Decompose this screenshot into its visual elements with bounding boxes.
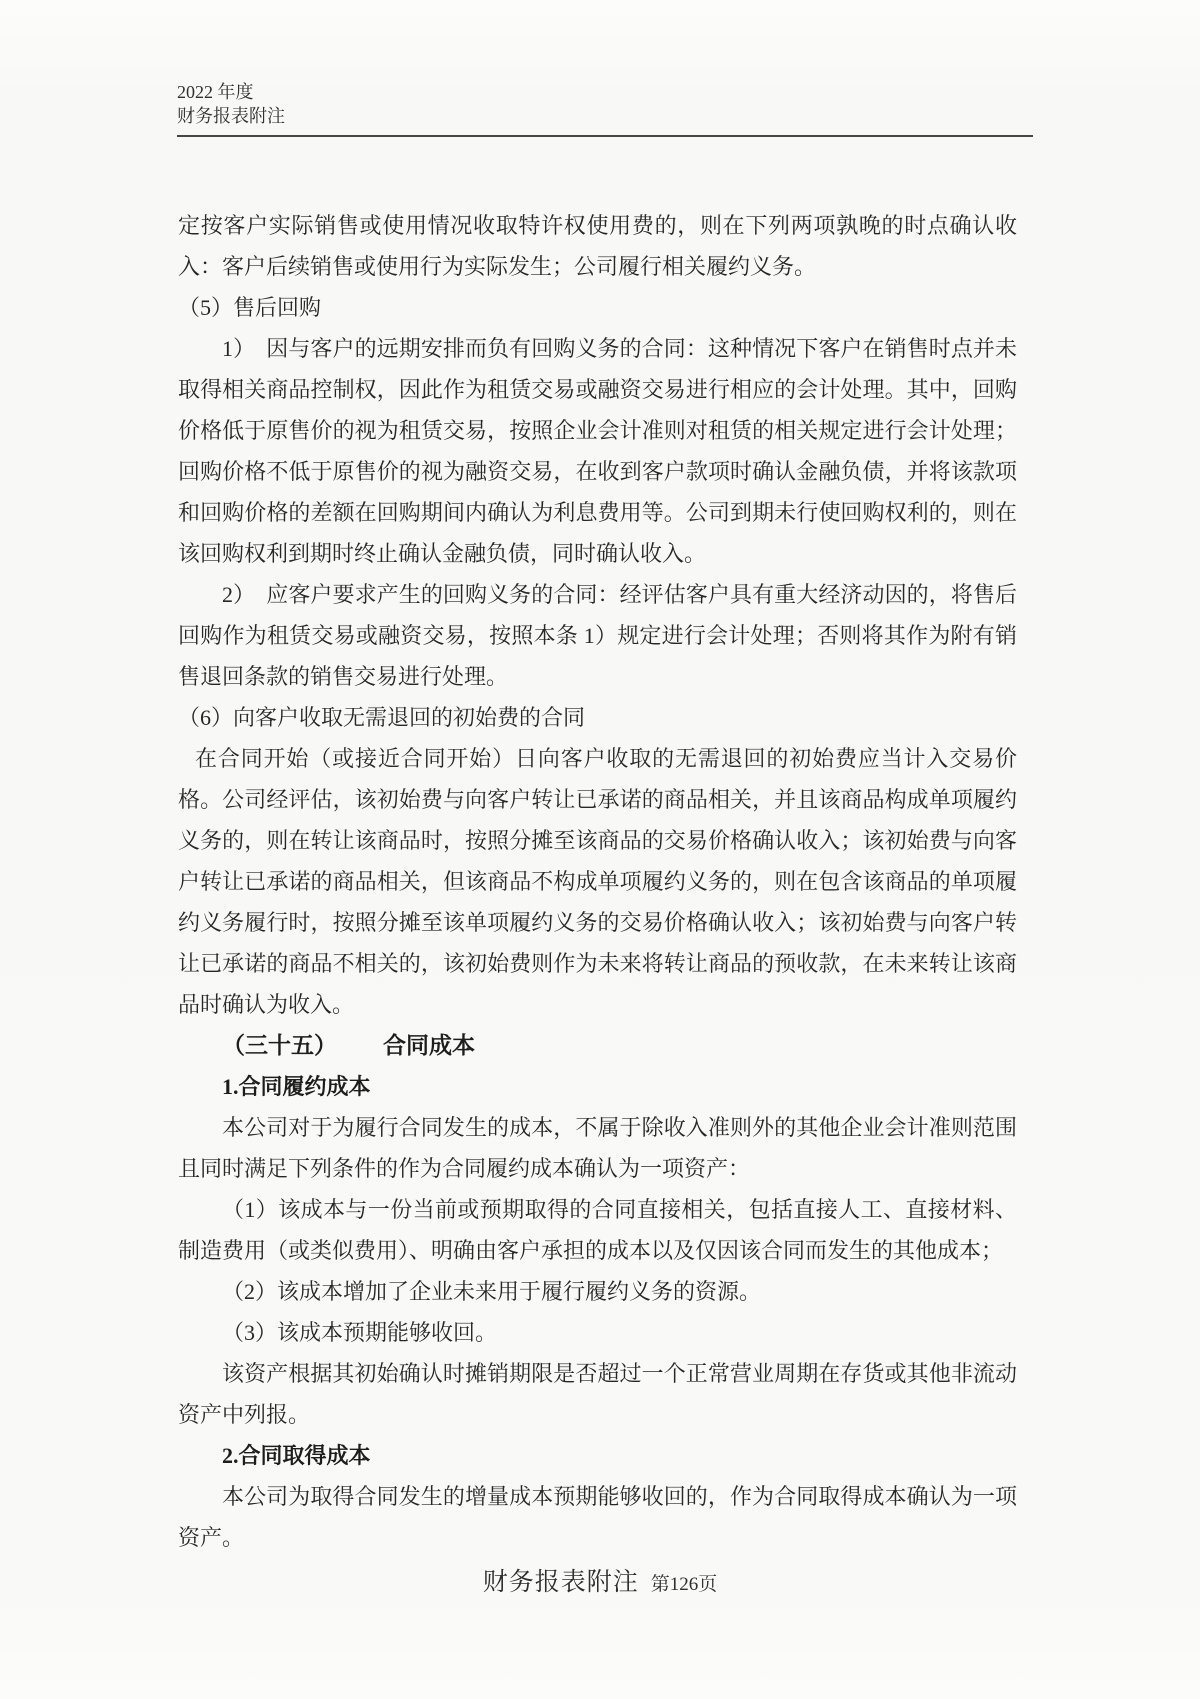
page-footer (0, 1562, 1200, 1598)
paragraph-repurchase-1: 1） 因与客户的远期安排而负有回购义务的合同：这种情况下客户在销售时点并未取得相关商品控制权，因此作为租赁交易或融资交易进行相应的会计处理。其中，回购价格低于原售价的视为租赁交易，按照企业会计准则对租赁的相关规定进行会计处理；回购价格不低于原售价的视为融资交易，在收到客户款项时确认金融负债，并将该款项和回购价格的差额在回购期间内确认为利息费用等。公司到期未行使回购权利的，则在该回购权利到期时终止确认金融负债，同时确认收入。 (178, 336, 1017, 566)
paragraph-asset-presentation: 该资产根据其初始确认时摊销期限是否超过一个正常营业周期在存货或其他非流动资产中列报。 (178, 1361, 1017, 1427)
paragraph-acquisition-cost: 本公司为取得合同发生的增量成本预期能够收回的，作为合同取得成本确认为一项资产。 (178, 1484, 1017, 1550)
paragraph-repurchase-2: 2） 应客户要求产生的回购义务的合同：经评估客户具有重大经济动因的，将售后回购作为租赁交易或融资交易，按照本条 1）规定进行会计处理；否则将其作为附有销售退回条款的销售交易进行处理。 (178, 582, 1017, 689)
section-heading-35 (178, 1025, 1017, 1066)
paragraph-performance-cost-intro: 本公司对于为履行合同发生的成本，不属于除收入准则外的其他企业会计准则范围且同时满足下列条件的作为合同履约成本确认为一项资产： (178, 1115, 1017, 1181)
header-year: 2022 年度 (177, 82, 254, 102)
section-item-6-initial-fee: （6）向客户收取无需退回的初始费的合同 (178, 705, 586, 730)
paragraph-royalty-continuation: 定按客户实际销售或使用情况收取特许权使用费的，则在下列两项孰晚的时点确认收入：客户后续销售或使用行为实际发生；公司履行相关履约义务。 (178, 213, 1017, 279)
page-header (177, 80, 1033, 137)
subheading-contract-acquisition-cost: 2.合同取得成本 (222, 1443, 371, 1468)
paragraph-initial-fee-detail: 在合同开始（或接近合同开始）日向客户收取的无需退回的初始费应当计入交易价格。公司经评估，该初始费与向客户转让已承诺的商品相关，并且该商品构成单项履约义务的，则在转让该商品时，按照分摊至该商品的交易价格确认收入；该初始费与向客户转让已承诺的商品相关，但该商品不构成单项履约义务的，则在包含该商品的单项履约义务履行时，按照分摊至该单项履约义务的交易价格确认收入；该初始费与向客户转让已承诺的商品不相关的，该初始费则作为未来将转让商品的预收款，在未来转让该商品时确认为收入。 (178, 746, 1017, 1017)
footer-title: 财务报表附注 (482, 1569, 639, 1596)
paragraph-condition-1: （1）该成本与一份当前或预期取得的合同直接相关，包括直接人工、直接材料、制造费用（或类似费用）、明确由客户承担的成本以及仅因该合同而发生的其他成本； (178, 1197, 1017, 1263)
header-doc-title: 财务报表附注 (177, 106, 285, 126)
section-item-5-sale-leaseback: （5）售后回购 (178, 295, 322, 320)
subheading-contract-performance-cost: 1.合同履约成本 (222, 1074, 371, 1099)
document-body (178, 205, 1017, 1558)
paragraph-condition-3: （3）该成本预期能够收回。 (222, 1320, 498, 1345)
section-heading-title: 合同成本 (383, 1033, 475, 1058)
footer-page-number: 第126页 (650, 1574, 718, 1595)
paragraph-condition-2: （2）该成本增加了企业未来用于履行履约义务的资源。 (222, 1279, 762, 1304)
section-heading-number: （三十五） (222, 1033, 337, 1058)
